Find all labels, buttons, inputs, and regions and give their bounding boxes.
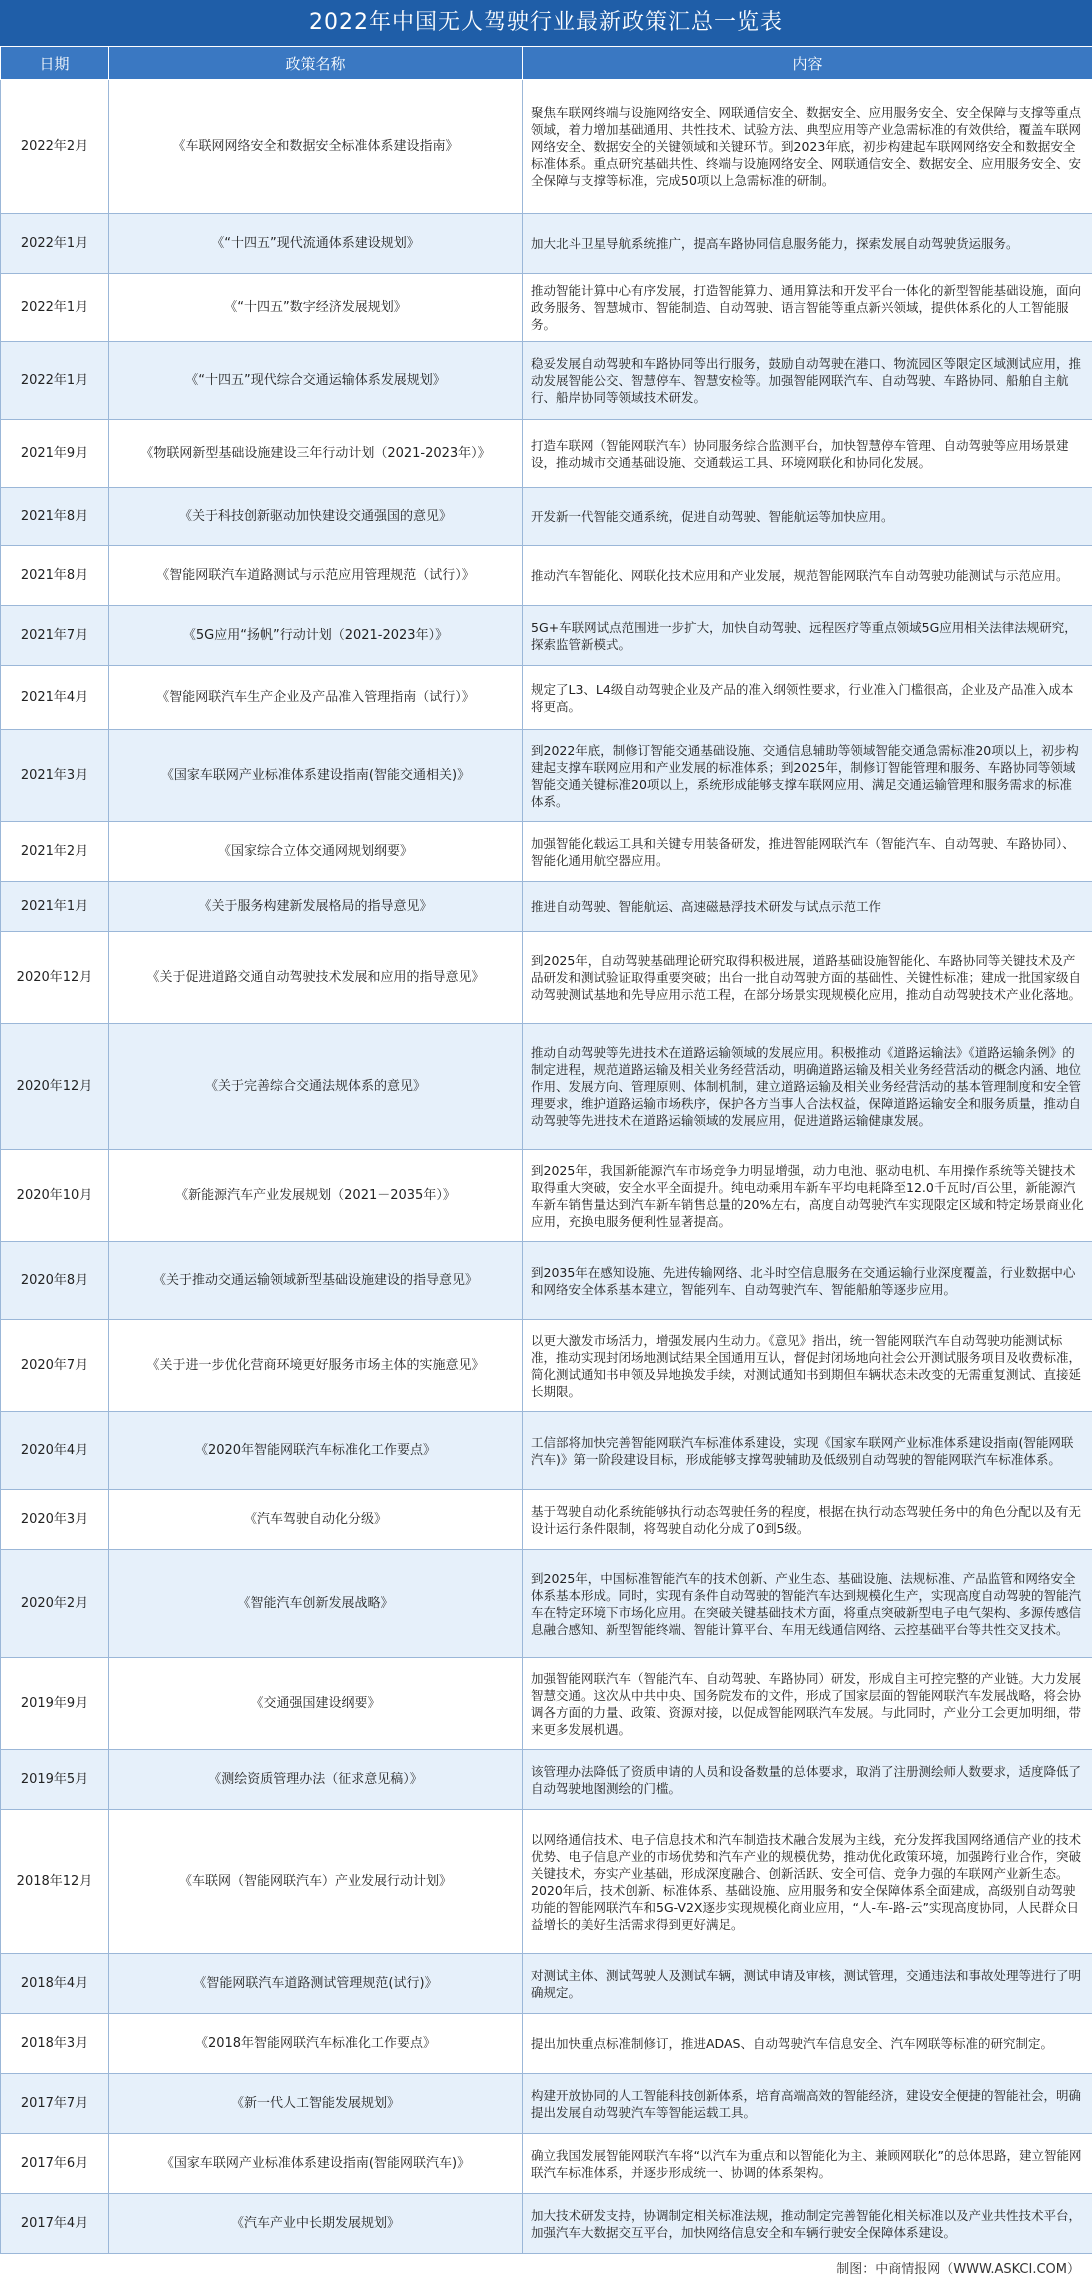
row-date: 2021年3月 [1,730,109,822]
table-row [1,214,1092,274]
row-content: 以网络通信技术、电子信息技术和汽车制造技术融合发展为主线，充分发挥我国网络通信产业的技术优势、电子信息产业的市场优势和汽车产业的规模优势，推动优化政策环境，加强跨行业合作，突破关键技术，夯实产业基础，形成深度融合、创新活跃、安全可信、竞争力强的车联网产业新生态。2020年后，技术创新、标准体系、基础设施、应用服务和安全保障体系全面建成，高级别自动驾驶功能的智能网联汽车和5G-V2X逐步实现规模化商业应用，“人-车-路-云”实现高度协同，人民群众日益增长的美好生活需求得到更好满足。 [523,1810,1092,1954]
row-date: 2020年2月 [1,1550,109,1658]
table-row [1,274,1092,342]
table-row [1,2194,1092,2254]
table-row [1,2134,1092,2194]
row-policy-name: 《关于科技创新驱动加快建设交通强国的意见》 [109,488,523,546]
row-date: 2020年4月 [1,1412,109,1490]
table-row [1,932,1092,1024]
table-row [1,1658,1092,1750]
row-date: 2021年1月 [1,882,109,932]
row-content: 到2022年底，制修订智能交通基础设施、交通信息辅助等领域智能交通急需标准20项以上，初步构建起支撑车联网应用和产业发展的标准体系；到2025年，制修订智能管理和服务、车路协同等领域智能交通关键标准20项以上，系统形成能够支撑车联网应用、满足交通运输管理和服务需求的标准体系。 [523,730,1092,822]
table-row [1,1490,1092,1550]
table-row [1,822,1092,882]
row-content: 该管理办法降低了资质申请的人员和设备数量的总体要求，取消了注册测绘师人数要求，适度降低了自动驾驶地图测绘的门槛。 [523,1750,1092,1810]
row-content: 基于驾驶自动化系统能够执行动态驾驶任务的程度，根据在执行动态驾驶任务中的角色分配以及有无设计运行条件限制，将驾驶自动化分成了0到5级。 [523,1490,1092,1550]
row-policy-name: 《智能汽车创新发展战略》 [109,1550,523,1658]
table-row [1,2074,1092,2134]
row-content: 确立我国发展智能网联汽车将“以汽车为重点和以智能化为主、兼顾网联化”的总体思路，建立智能网联汽车标准体系，并逐步形成统一、协调的体系架构。 [523,2134,1092,2194]
row-policy-name: 《车联网网络安全和数据安全标准体系建设指南》 [109,80,523,214]
row-date: 2017年7月 [1,2074,109,2134]
table-row [1,1320,1092,1412]
row-policy-name: 《新一代人工智能发展规划》 [109,2074,523,2134]
row-date: 2020年10月 [1,1150,109,1242]
table-row [1,666,1092,730]
row-date: 2021年7月 [1,606,109,666]
row-date: 2019年9月 [1,1658,109,1750]
row-policy-name: 《2020年智能网联汽车标准化工作要点》 [109,1412,523,1490]
row-policy-name: 《国家综合立体交通网规划纲要》 [109,822,523,882]
row-content: 构建开放协同的人工智能科技创新体系，培育高端高效的智能经济，建设安全便捷的智能社会，明确提出发展自动驾驶汽车等智能运载工具。 [523,2074,1092,2134]
row-content: 稳妥发展自动驾驶和车路协同等出行服务，鼓励自动驾驶在港口、物流园区等限定区域测试应用，推动发展智能公交、智慧停车、智慧安检等。加强智能网联汽车、自动驾驶、车路协同、船舶自主航行、船岸协同等领域技术研发。 [523,342,1092,420]
row-policy-name: 《“十四五”现代综合交通运输体系发展规划》 [109,342,523,420]
row-content: 5G+车联网试点范围进一步扩大，加快自动驾驶、远程医疗等重点领域5G应用相关法律法规研究，探索监管新模式。 [523,606,1092,666]
row-date: 2018年3月 [1,2014,109,2074]
row-content: 推进自动驾驶、智能航运、高速磁悬浮技术研发与试点示范工作 [523,882,1092,932]
row-content: 以更大激发市场活力，增强发展内生动力。《意见》指出，统一智能网联汽车自动驾驶功能测试标准，推动实现封闭场地测试结果全国通用互认，督促封闭场地向社会公开测试服务项目及收费标准，简化测试通知书申领及异地换发手续，对测试通知书到期但车辆状态未改变的无需重复测试、直接延长期限。 [523,1320,1092,1412]
row-date: 2021年9月 [1,420,109,488]
table-row [1,80,1092,214]
row-content: 推动自动驾驶等先进技术在道路运输领域的发展应用。积极推动《道路运输法》《道路运输条例》的制定进程，规范道路运输及相关业务经营活动，明确道路运输及相关业务经营活动的概念内涵、地位作用、发展方向、管理原则、体制机制，建立道路运输及相关业务经营活动的基本管理制度和安全管理要求，维护道路运输市场秩序，保护各方当事人合法权益，保障道路运输安全和服务质量，推动自动驾驶等先进技术在道路运输领域的发展应用，促进道路运输健康发展。 [523,1024,1092,1150]
row-date: 2018年4月 [1,1954,109,2014]
row-policy-name: 《关于推动交通运输领域新型基础设施建设的指导意见》 [109,1242,523,1320]
row-date: 2021年4月 [1,666,109,730]
row-content: 到2025年，中国标准智能汽车的技术创新、产业生态、基础设施、法规标准、产品监管和网络安全体系基本形成。同时，实现有条件自动驾驶的智能汽车达到规模化生产，实现高度自动驾驶的智能汽车在特定环境下市场化应用。在突破关键基础技术方面，将重点突破新型电子电气架构、多源传感信息融合感知、新型智能终端、智能计算平台、车用无线通信网络、云控基础平台等共性交叉技术。 [523,1550,1092,1658]
row-content: 打造车联网（智能网联汽车）协同服务综合监测平台，加快智慧停车管理、自动驾驶等应用场景建设，推动城市交通基础设施、交通载运工具、环境网联化和协同化发展。 [523,420,1092,488]
table-row [1,546,1092,606]
row-content: 到2025年，自动驾驶基础理论研究取得积极进展，道路基础设施智能化、车路协同等关键技术及产品研发和测试验证取得重要突破；出台一批自动驾驶方面的基础性、关键性标准；建成一批国家级自动驾驶测试基地和先导应用示范工程，在部分场景实现规模化应用，推动自动驾驶技术产业化落地。 [523,932,1092,1024]
row-date: 2022年1月 [1,342,109,420]
row-policy-name: 《物联网新型基础设施建设三年行动计划（2021-2023年）》 [109,420,523,488]
table-row [1,1550,1092,1658]
table-row [1,1150,1092,1242]
row-policy-name: 《关于完善综合交通法规体系的意见》 [109,1024,523,1150]
header-content: 内容 [523,47,1092,80]
row-policy-name: 《新能源汽车产业发展规划（2021－2035年）》 [109,1150,523,1242]
row-policy-name: 《国家车联网产业标准体系建设指南(智能网联汽车)》 [109,2134,523,2194]
table-body [1,80,1092,2254]
table-row [1,606,1092,666]
row-date: 2020年8月 [1,1242,109,1320]
row-content: 加强智能网联汽车（智能汽车、自动驾驶、车路协同）研发，形成自主可控完整的产业链。大力发展智慧交通。这次从中共中央、国务院发布的文件，形成了国家层面的智能网联汽车发展战略，将会协调各方面的力量、政策、资源对接，以促成智能网联汽车发展。与此同时，产业分工会更加明细，带来更多发展机遇。 [523,1658,1092,1750]
header-date: 日期 [1,47,109,80]
table-header-row [1,47,1092,80]
table-row [1,1242,1092,1320]
page-title: 2022年中国无人驾驶行业最新政策汇总一览表 [0,0,1092,46]
row-policy-name: 《交通强国建设纲要》 [109,1658,523,1750]
table-row [1,488,1092,546]
row-policy-name: 《智能网联汽车生产企业及产品准入管理指南（试行）》 [109,666,523,730]
row-policy-name: 《关于进一步优化营商环境更好服务市场主体的实施意见》 [109,1320,523,1412]
row-date: 2019年5月 [1,1750,109,1810]
row-date: 2021年2月 [1,822,109,882]
row-policy-name: 《智能网联汽车道路测试与示范应用管理规范（试行）》 [109,546,523,606]
row-content: 推动汽车智能化、网联化技术应用和产业发展，规范智能网联汽车自动驾驶功能测试与示范应用。 [523,546,1092,606]
row-policy-name: 《关于促进道路交通自动驾驶技术发展和应用的指导意见》 [109,932,523,1024]
row-date: 2017年6月 [1,2134,109,2194]
row-date: 2021年8月 [1,488,109,546]
row-date: 2022年2月 [1,80,109,214]
table-row [1,1024,1092,1150]
row-content: 加大北斗卫星导航系统推广，提高车路协同信息服务能力，探索发展自动驾驶货运服务。 [523,214,1092,274]
row-date: 2020年7月 [1,1320,109,1412]
row-policy-name: 《汽车驾驶自动化分级》 [109,1490,523,1550]
row-policy-name: 《测绘资质管理办法（征求意见稿）》 [109,1750,523,1810]
table-row [1,342,1092,420]
row-policy-name: 《车联网（智能网联汽车）产业发展行动计划》 [109,1810,523,1954]
row-content: 到2035年在感知设施、先进传输网络、北斗时空信息服务在交通运输行业深度覆盖，行业数据中心和网络安全体系基本建立，智能列车、自动驾驶汽车、智能船舶等逐步应用。 [523,1242,1092,1320]
row-policy-name: 《智能网联汽车道路测试管理规范(试行)》 [109,1954,523,2014]
row-policy-name: 《国家车联网产业标准体系建设指南(智能交通相关)》 [109,730,523,822]
row-date: 2020年12月 [1,1024,109,1150]
row-content: 加强智能化载运工具和关键专用装备研发，推进智能网联汽车（智能汽车、自动驾驶、车路协同）、智能化通用航空器应用。 [523,822,1092,882]
row-content: 工信部将加快完善智能网联汽车标准体系建设，实现《国家车联网产业标准体系建设指南(智能网联汽车)》第一阶段建设目标，形成能够支撑驾驶辅助及低级别自动驾驶的智能网联汽车标准体系。 [523,1412,1092,1490]
row-policy-name: 《“十四五”数字经济发展规划》 [109,274,523,342]
row-policy-name: 《5G应用“扬帆”行动计划（2021-2023年）》 [109,606,523,666]
table-row [1,1750,1092,1810]
policy-table [0,46,1092,2254]
row-content: 开发新一代智能交通系统，促进自动驾驶、智能航运等加快应用。 [523,488,1092,546]
row-content: 对测试主体、测试驾驶人及测试车辆，测试申请及审核，测试管理，交通违法和事故处理等进行了明确规定。 [523,1954,1092,2014]
row-date: 2021年8月 [1,546,109,606]
row-policy-name: 《关于服务构建新发展格局的指导意见》 [109,882,523,932]
row-date: 2017年4月 [1,2194,109,2254]
table-row [1,882,1092,932]
table-row [1,730,1092,822]
row-policy-name: 《“十四五”现代流通体系建设规划》 [109,214,523,274]
row-date: 2018年12月 [1,1810,109,1954]
row-content: 加大技术研发支持，协调制定相关标准法规，推动制定完善智能化相关标准以及产业共性技术平台，加强汽车大数据交互平台，加快网络信息安全和车辆行驶安全保障体系建设。 [523,2194,1092,2254]
table-row [1,420,1092,488]
row-date: 2020年3月 [1,1490,109,1550]
table-row [1,1412,1092,1490]
row-date: 2020年12月 [1,932,109,1024]
row-policy-name: 《2018年智能网联汽车标准化工作要点》 [109,2014,523,2074]
row-content: 到2025年，我国新能源汽车市场竞争力明显增强，动力电池、驱动电机、车用操作系统等关键技术取得重大突破，安全水平全面提升。纯电动乘用车新车平均电耗降至12.0千瓦时/百公里，新能源汽车新车销售量达到汽车新车销售总量的20%左右，高度自动驾驶汽车实现限定区域和特定场景商业化应用，充换电服务便利性显著提高。 [523,1150,1092,1242]
table-row [1,2014,1092,2074]
table-row [1,1954,1092,2014]
row-content: 推动智能计算中心有序发展，打造智能算力、通用算法和开发平台一体化的新型智能基础设施，面向政务服务、智慧城市、智能制造、自动驾驶、语言智能等重点新兴领域，提供体系化的人工智能服务。 [523,274,1092,342]
row-date: 2022年1月 [1,274,109,342]
source-credit: 制图：中商情报网（WWW.ASKCI.COM） [0,2254,1092,2284]
row-content: 提出加快重点标准制修订，推进ADAS、自动驾驶汽车信息安全、汽车网联等标准的研究制定。 [523,2014,1092,2074]
row-content: 规定了L3、L4级自动驾驶企业及产品的准入纲领性要求，行业准入门槛很高，企业及产品准入成本将更高。 [523,666,1092,730]
row-date: 2022年1月 [1,214,109,274]
row-content: 聚焦车联网终端与设施网络安全、网联通信安全、数据安全、应用服务安全、安全保障与支撑等重点领域，着力增加基础通用、共性技术、试验方法、典型应用等产业急需标准的有效供给，覆盖车联网网络安全、数据安全的关键领域和关键环节。到2023年底，初步构建起车联网网络安全和数据安全标准体系。重点研究基础共性、终端与设施网络安全、网联通信安全、数据安全、应用服务安全、安全保障与支撑等标准，完成50项以上急需标准的研制。 [523,80,1092,214]
header-policy-name: 政策名称 [109,47,523,80]
table-row [1,1810,1092,1954]
row-policy-name: 《汽车产业中长期发展规划》 [109,2194,523,2254]
